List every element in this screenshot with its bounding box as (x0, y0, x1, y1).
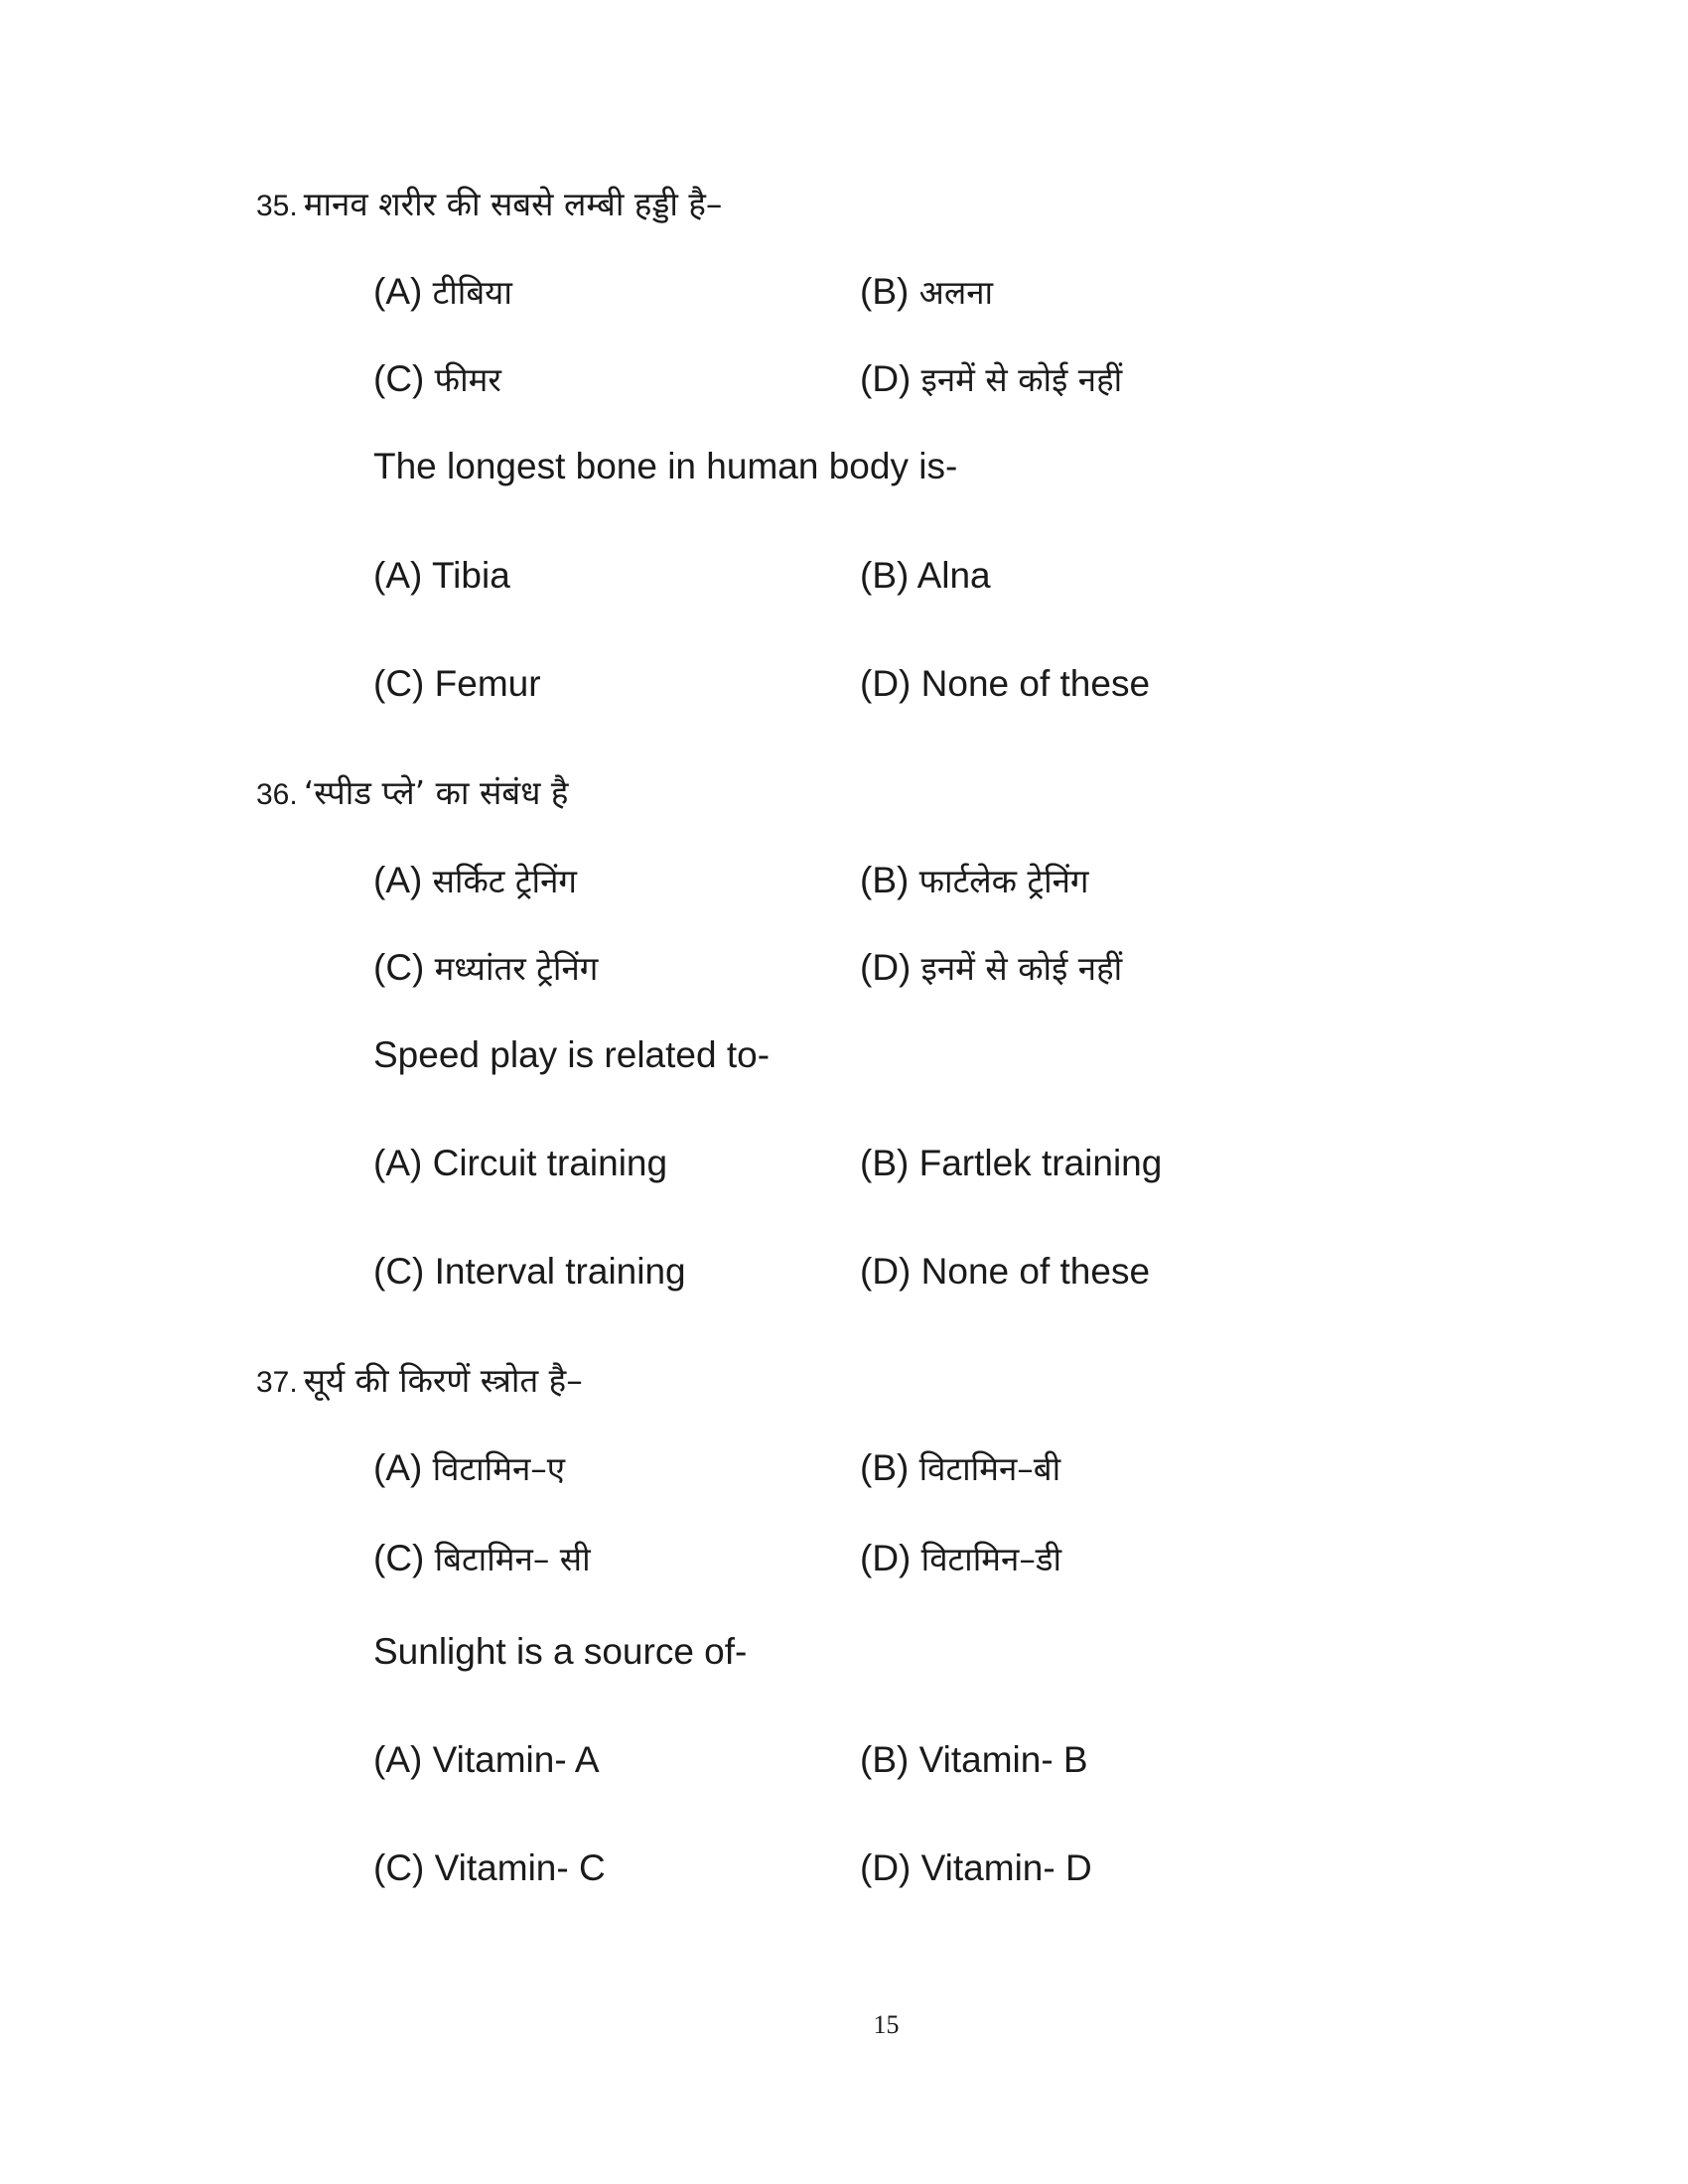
option-text: फार्टलेक ट्रेनिंग (918, 862, 1089, 900)
option-text: Alna (916, 555, 991, 596)
option-b-english (860, 1142, 1162, 1185)
option-c-english (373, 1250, 686, 1294)
option-prefix: (D) (860, 663, 912, 704)
option-text: Tibia (431, 555, 510, 596)
option-text: Vitamin- D (920, 1847, 1092, 1888)
option-b-hindi (860, 859, 1089, 903)
option-text: Circuit training (432, 1143, 668, 1183)
option-b-english (860, 554, 991, 598)
option-a-english (373, 1738, 600, 1782)
option-prefix: (D) (860, 1847, 912, 1888)
option-d-hindi (860, 1537, 1061, 1581)
question-36-hindi (256, 773, 568, 815)
option-prefix: (B) (860, 1447, 910, 1488)
option-a-hindi (373, 270, 512, 315)
option-c-hindi (373, 1537, 591, 1581)
option-text: Femur (434, 663, 541, 704)
question-number: 37. (256, 1366, 298, 1399)
option-text: Vitamin- C (434, 1847, 606, 1888)
option-a-hindi (373, 1446, 565, 1491)
option-prefix: (C) (373, 358, 425, 399)
option-b-hindi (860, 1446, 1060, 1491)
option-prefix: (A) (373, 555, 423, 596)
option-prefix: (A) (373, 271, 423, 312)
question-text-hindi: ‘स्पीड प्ले’ का संबंध है (303, 773, 569, 812)
option-text: Vitamin- B (918, 1739, 1088, 1780)
option-prefix: (B) (860, 1143, 910, 1183)
option-prefix: (C) (373, 1538, 425, 1578)
option-a-english (373, 1142, 667, 1185)
option-d-hindi (860, 946, 1122, 991)
option-a-hindi (373, 859, 577, 903)
option-prefix: (B) (860, 555, 910, 596)
option-text: मध्यांतर ट्रेनिंग (434, 949, 599, 988)
option-text: विटामिन–ए (432, 1449, 566, 1488)
page-number: 15 (873, 2010, 900, 2039)
option-c-hindi (373, 946, 598, 991)
option-d-hindi (860, 357, 1122, 402)
question-37-hindi (256, 1361, 583, 1403)
question-number: 36. (256, 778, 298, 811)
option-text: इनमें से कोई नहीं (920, 949, 1123, 988)
option-c-hindi (373, 357, 501, 402)
option-prefix: (C) (373, 947, 425, 988)
question-text-hindi: मानव शरीर की सबसे लम्बी हड्डी है– (303, 185, 723, 223)
option-prefix: (B) (860, 1739, 910, 1780)
option-text: विटामिन–डी (920, 1540, 1062, 1578)
option-prefix: (D) (860, 1251, 912, 1292)
option-text: इनमें से कोई नहीं (920, 360, 1123, 399)
option-prefix: (B) (860, 860, 910, 900)
question-36-english: Speed play is related to- (373, 1034, 771, 1075)
option-prefix: (D) (860, 358, 912, 399)
option-a-english (373, 554, 510, 598)
option-text: टीबिया (432, 273, 512, 312)
question-text-hindi: सूर्य की किरणें स्त्रोत है– (303, 1361, 583, 1400)
question-35-hindi (256, 185, 722, 226)
option-text: फीमर (434, 360, 501, 399)
option-prefix: (D) (860, 1538, 912, 1578)
option-prefix: (B) (860, 271, 910, 312)
option-prefix: (A) (373, 1739, 423, 1780)
option-text: None of these (920, 1251, 1151, 1292)
option-text: Vitamin- A (432, 1739, 600, 1780)
option-prefix: (A) (373, 1143, 423, 1183)
option-prefix: (A) (373, 860, 423, 900)
option-text: विटामिन–बी (918, 1449, 1061, 1488)
question-number: 35. (256, 190, 298, 222)
option-d-english (860, 1250, 1150, 1294)
option-d-english (860, 662, 1150, 706)
option-text: अलना (918, 273, 994, 312)
question-37-english: Sunlight is a source of- (373, 1631, 748, 1672)
option-text: Fartlek training (918, 1143, 1163, 1183)
option-c-english (373, 662, 541, 706)
option-prefix: (C) (373, 1847, 425, 1888)
option-text: सर्किट ट्रेनिंग (432, 862, 578, 900)
option-prefix: (A) (373, 1447, 423, 1488)
option-prefix: (C) (373, 1251, 425, 1292)
option-b-hindi (860, 270, 993, 315)
option-text: None of these (920, 663, 1151, 704)
option-text: बिटामिन– सी (434, 1540, 591, 1578)
option-prefix: (C) (373, 663, 425, 704)
question-35-english: The longest bone in human body is- (373, 446, 958, 486)
option-text: Interval training (434, 1251, 686, 1292)
option-d-english (860, 1846, 1092, 1890)
option-prefix: (D) (860, 947, 912, 988)
option-b-english (860, 1738, 1088, 1782)
option-c-english (373, 1846, 606, 1890)
